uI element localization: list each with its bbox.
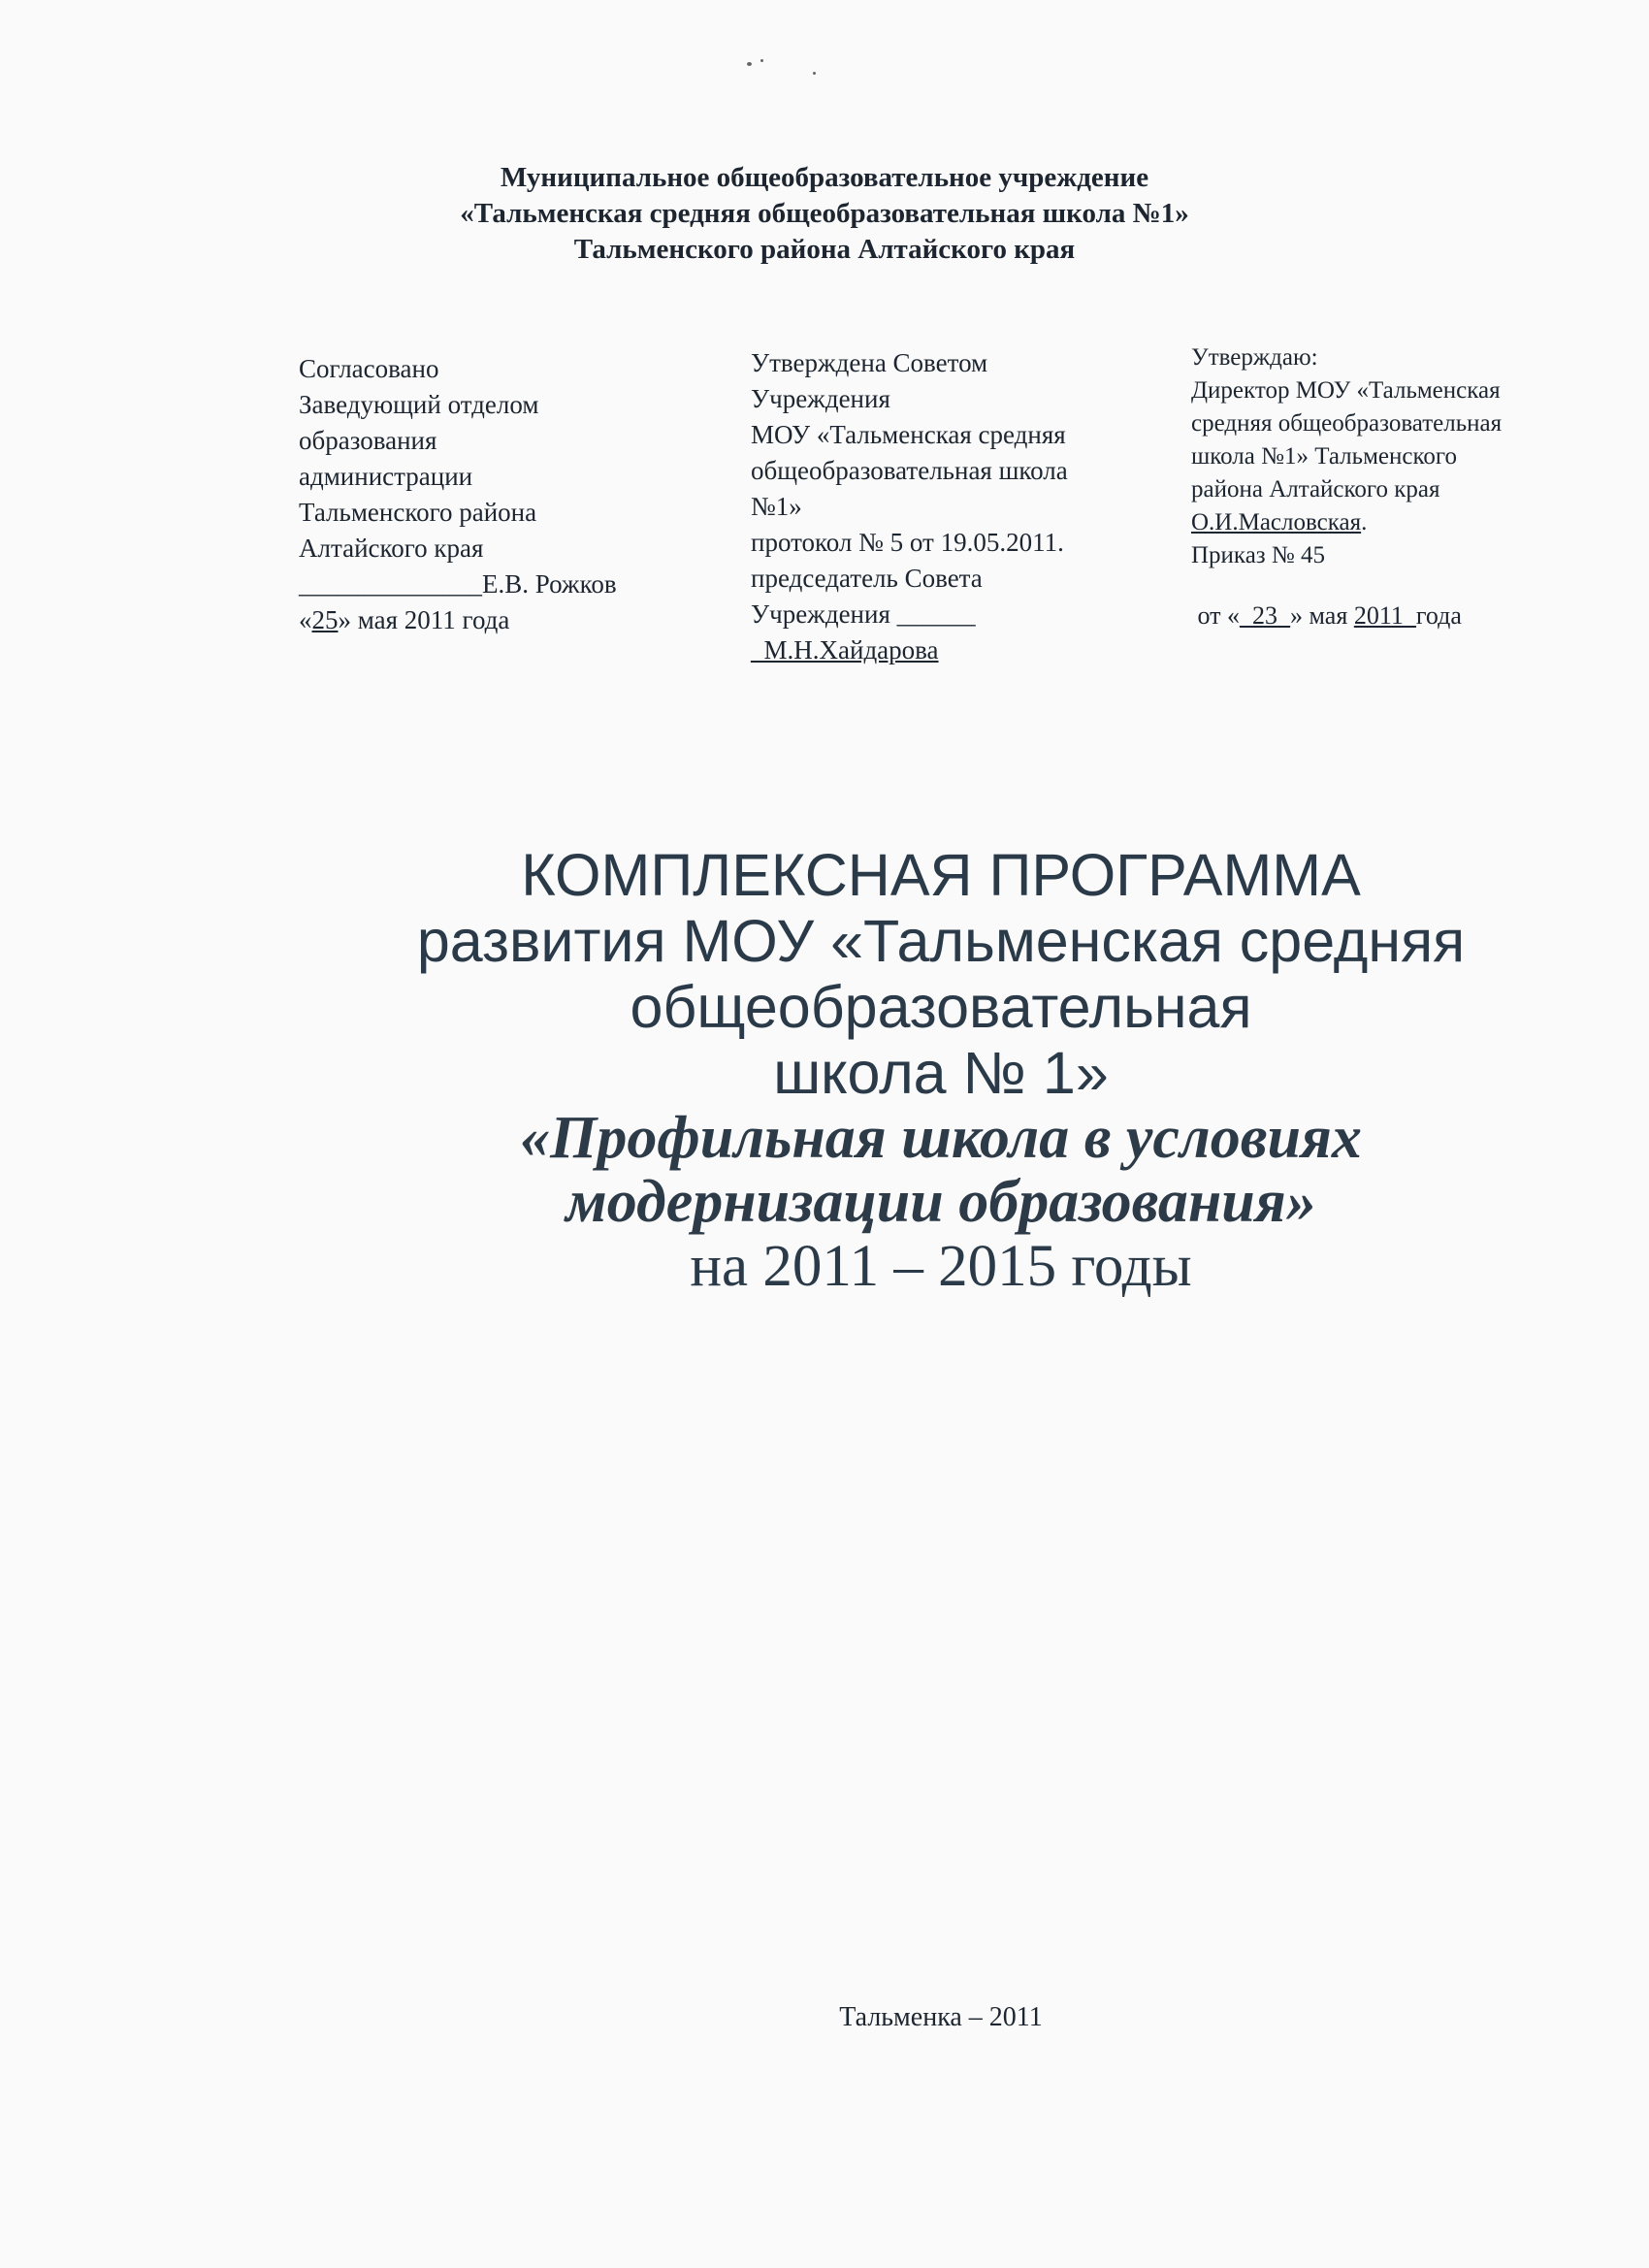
director-line: района Алтайского края (1191, 476, 1440, 502)
title-line-3: общеобразовательная (630, 974, 1252, 1040)
director-date-day: _23_ (1240, 601, 1291, 630)
header-line-1: Муниципальное общеобразовательное учреждение (500, 162, 1149, 193)
institution-header (0, 160, 1649, 268)
council-line: Учреждения ______ (751, 599, 976, 629)
director-line: Утверждаю: (1191, 344, 1318, 371)
director-date-prefix: от « (1197, 601, 1241, 630)
director-line: Директор МОУ «Тальменская (1191, 377, 1501, 404)
agreed-line: администрации (299, 462, 473, 491)
agreed-date-suffix: » мая 2011 года (338, 605, 510, 634)
council-signer: _М.Н.Хайдарова (751, 635, 939, 664)
director-line: средняя общеобразовательная (1191, 410, 1503, 437)
agreed-line: Согласовано (299, 354, 439, 383)
scan-speck (813, 72, 816, 75)
director-signer-name: О.И.Масловская (1191, 509, 1362, 535)
title-years: на 2011 – 2015 годы (690, 1234, 1192, 1299)
council-line: Утверждена Советом (751, 348, 988, 377)
council-line: №1» (751, 492, 802, 521)
council-line: председатель Совета (751, 564, 983, 593)
director-approval-block (1191, 341, 1618, 632)
agreed-date (299, 602, 706, 638)
agreed-line: Тальменского района (299, 498, 537, 527)
agreed-line: Заведующий отделом (299, 390, 539, 419)
council-line: Учреждения (751, 384, 890, 413)
council-line: протокол № 5 от 19.05.2011. (751, 528, 1064, 557)
director-date (1191, 599, 1618, 632)
title-line-1: КОМПЛЕКСНАЯ ПРОГРАММА (521, 842, 1361, 908)
place-and-year: Тальменка – 2011 (839, 2002, 1043, 2032)
director-date-year: 2011_ (1353, 601, 1416, 630)
agreed-line: Алтайского края (299, 534, 484, 563)
header-line-2: «Тальменская средняя общеобразовательная школа №1» (460, 198, 1189, 229)
agreed-line: образования (299, 426, 437, 455)
agreed-signature-line: ______________Е.В. Рожков (299, 569, 617, 599)
council-line: МОУ «Тальменская средняя (751, 420, 1066, 449)
council-line: общеобразовательная школа (751, 456, 1068, 485)
title-line-2: развития МОУ «Тальменская средняя (416, 908, 1466, 974)
director-date-mid: » мая (1290, 601, 1354, 630)
scan-speck (760, 59, 763, 62)
program-title (291, 842, 1591, 1300)
title-line-4: школа № 1» (773, 1040, 1109, 1106)
director-date-suffix: года (1415, 601, 1462, 630)
council-approval-block (751, 345, 1178, 668)
director-signer (1191, 506, 1618, 539)
agreed-block (299, 351, 706, 638)
director-signer-suffix: . (1361, 509, 1368, 535)
director-order: Приказ № 45 (1191, 542, 1326, 568)
director-line: школа №1» Тальменского (1191, 443, 1457, 470)
scan-speck (747, 62, 752, 66)
header-line-3: Тальменского района Алтайского края (573, 234, 1076, 265)
agreed-date-day: 25 (311, 605, 339, 634)
title-subtitle-line-2: модернизации образования» (566, 1169, 1316, 1235)
title-subtitle-line-1: «Профильная школа в условиях (520, 1105, 1362, 1171)
agreed-date-prefix: « (299, 605, 312, 634)
